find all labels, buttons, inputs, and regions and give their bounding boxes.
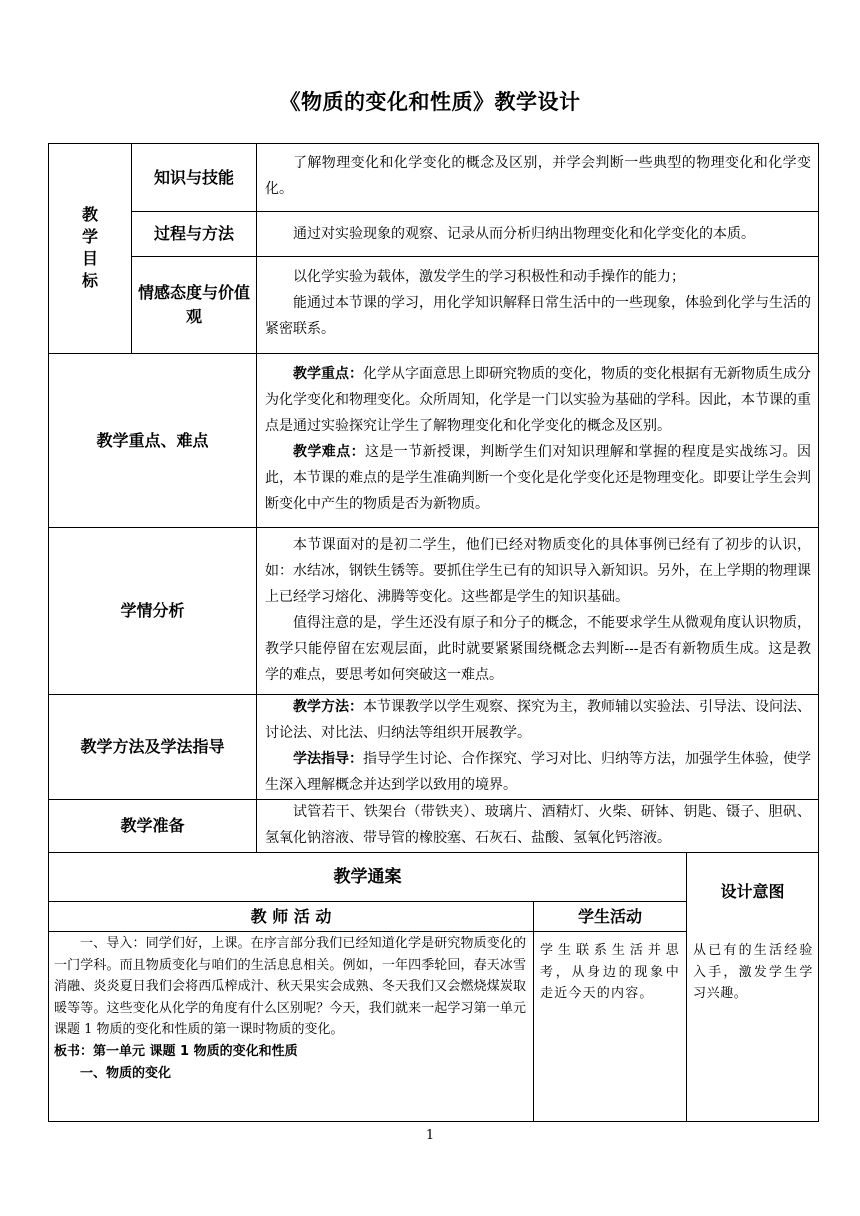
methods-label: 教学方法及学法指导: [80, 737, 225, 756]
board-line-1: 板书：第一单元 课题 1 物质的变化和性质: [54, 1043, 298, 1059]
learner-analysis-text: 本节课面对的是初二学生，他们已经对物质变化的具体事例已经有了初步的认识，如：水结冰，钢铁生锈等。要抓住学生已有的知识导入新知识。另外，在上学期的物理课上已经学习熔化、沸腾等变化。这些都是学生的知识基础。 值得注意的是，学生还没有原子和分子的概念，不能要求学生从微观角度认识物质，教学只能停留在宏观层面，此时就要紧紧围绕概念去判断---是否有新物质生成。这是教学的难点，要思考如何突破这一难点。: [265, 537, 811, 683]
page-number: 1: [425, 1128, 435, 1143]
design-intent-header: 设计意图: [720, 882, 785, 901]
student-activity-header: 学生活动: [577, 906, 642, 926]
key-points-text: [265, 361, 811, 517]
methods-text: [265, 694, 811, 798]
teaching-difficulty: 教学难点：这是一节新授课，判断学生们对知识理解和掌握的程度是实战练习。因此，本节课的难点的是学生准确判断一个变化是化学变化还是物理变化。即要让学生会判断变化中产生的物质是否为新物质。: [265, 444, 811, 512]
objectives-group-label: 教学目标: [81, 205, 98, 290]
design-intent-text: 从已有的生活经验入手，激发学生学习兴趣。: [693, 943, 813, 1001]
learning-guidance: 学法指导：指导学生讨论、合作探究、学习对比、归纳等方法，加强学生体验，使学生深入理解概念并达到学以致用的境界。: [265, 751, 811, 793]
learner-analysis-label: 学情分析: [120, 601, 185, 620]
teacher-activity-header: 教 师 活 动: [250, 906, 332, 926]
objective-text-knowledge: 了解物理变化和化学变化的概念及区别，并学会判断一些典型的物理变化和化学变化。: [265, 155, 811, 197]
teacher-activity-text: 一、导入：同学们好，上课。在序言部分我们已经知道化学是研究物质变化的一门学科。而且物质变化与咱们的生活息息相关。例如，一年四季轮回，春天冰雪消融、炎炎夏日我们会将西瓜榨成汁、秋天果实会成熟、冬天我们又会燃烧煤炭取暖等等。这些变化从化学的角度有什么区别呢？今天，我们就来一起学习第一单元课题 1 物质的变化和性质的第一课时物质的变化。 板书：第一单元 课题 1 物质的变化和性质 一、物质的变化: [54, 933, 526, 1085]
preparation-text: 试管若干、铁架台（带铁夹）、玻璃片、酒精灯、火柴、研钵、钥匙、镊子、胆矾、氢氧化钠溶液、带导管的橡胶塞、石灰石、盐酸、氢氧化钙溶液。: [265, 804, 811, 846]
teaching-method: 教学方法：本节课教学以学生观察、探究为主，教师辅以实验法、引导法、设问法、讨论法、对比法、归纳法等组织开展教学。: [265, 699, 811, 741]
objective-label-knowledge: 知识与技能: [153, 167, 234, 187]
document-title: 《物质的变化和性质》教学设计: [279, 90, 581, 114]
board-line-2: 一、物质的变化: [80, 1065, 172, 1081]
objective-label-attitude: 情感态度与价值观: [138, 283, 251, 326]
teaching-focus: 教学重点：化学从字面意思上即研究物质的变化，物质的变化根据有无新物质生成分为化学变化和物理变化。众所周知，化学是一门以实验为基础的学科。因此，本节课的重点是通过实验探究让学生了解物理变化和化学变化的概念及区别。: [265, 366, 811, 434]
preparation-label: 教学准备: [120, 816, 185, 835]
objective-text-process: 通过对实验现象的观察、记录从而分析归纳出物理变化和化学变化的本质。: [293, 226, 755, 242]
plan-title: 教学通案: [333, 867, 402, 887]
objective-text-attitude: 以化学实验为载体，激发学生的学习积极性和动手操作的能力； 能通过本节课的学习，用化学知识解释日常生活中的一些现象，体验到化学与生活的紧密联系。: [265, 269, 811, 337]
key-points-label: 教学重点、难点: [96, 430, 209, 450]
student-activity-text: 学生联系生活并思考，从身边的现象中走近今天的内容。: [540, 943, 680, 1001]
objective-label-process: 过程与方法: [153, 224, 234, 243]
